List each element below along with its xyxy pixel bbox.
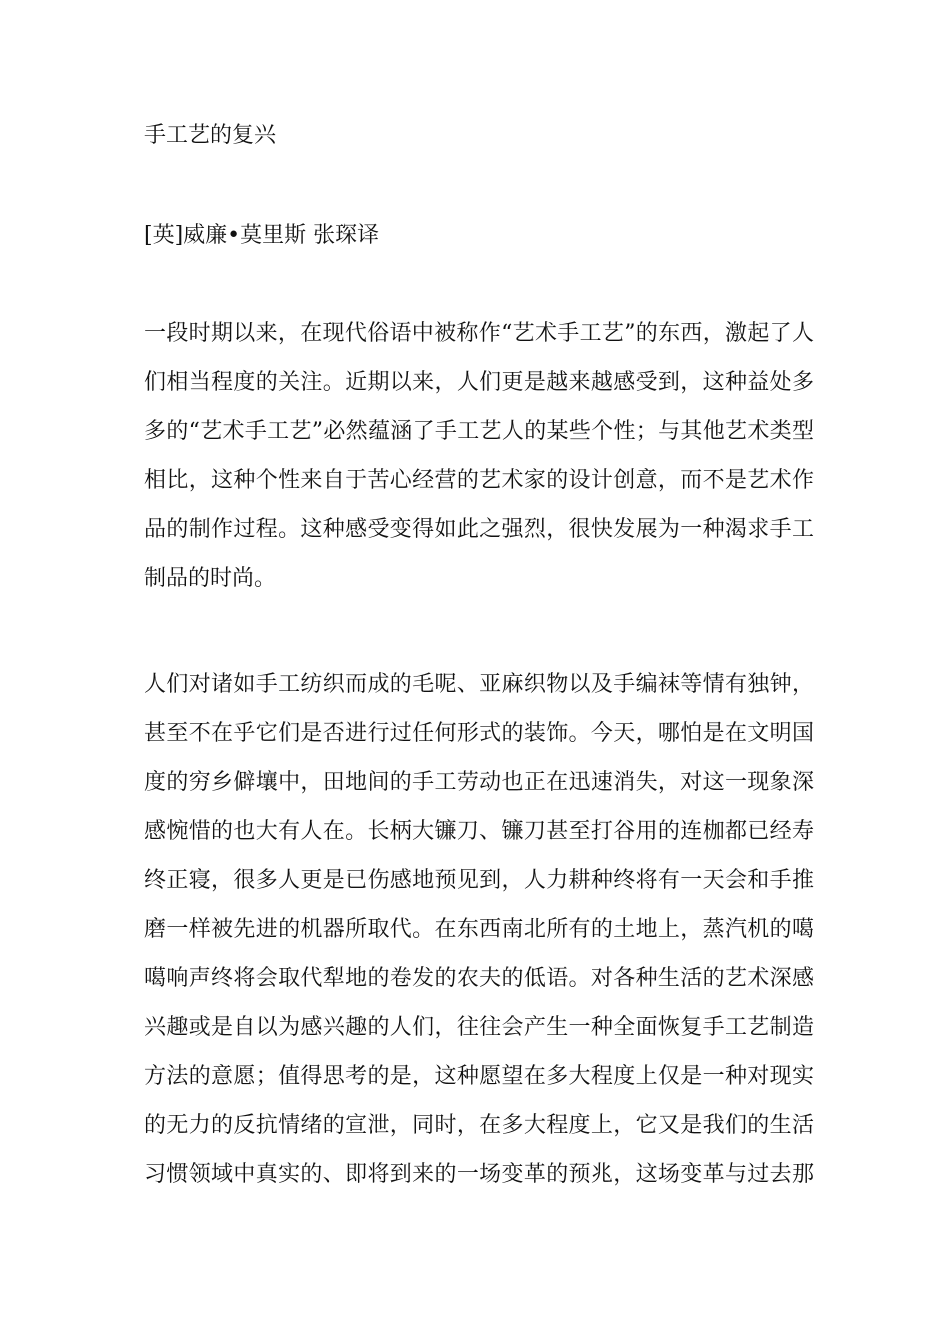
paragraph-1 [144,316,814,610]
paragraph-line: 一段时期以来，在现代俗语中被称作“艺术手工艺”的东西，激起了人 [144,321,814,346]
paragraph-line: 方法的意愿；值得思考的是，这种愿望在多大程度上仅是一种对现实 [144,1064,814,1089]
paragraph-line: 的无力的反抗情绪的宣泄，同时，在多大程度上，它又是我们的生活 [144,1113,814,1138]
paragraph-line: 习惯领域中真实的、即将到来的一场变革的预兆，这场变革与过去那 [144,1162,814,1187]
paragraph-line: 感惋惜的也大有人在。长柄大镰刀、镰刀甚至打谷用的连枷都已经寿 [144,819,814,844]
document-title: 手工艺的复兴 [144,123,277,148]
paragraph-line: 磨一样被先进的机器所取代。在东西南北所有的土地上，蒸汽机的噶 [144,917,814,942]
paragraph-line: 们相当程度的关注。近期以来，人们更是越来越感受到，这种益处多 [144,370,814,395]
paragraph-line: 制品的时尚。 [144,566,277,591]
paragraph-line: 兴趣或是自以为感兴趣的人们，往往会产生一种全面恢复手工艺制造 [144,1015,814,1040]
paragraph-line: 甚至不在乎它们是否进行过任何形式的装饰。今天，哪怕是在文明国 [144,721,814,746]
paragraph-line: 度的穷乡僻壤中，田地间的手工劳动也正在迅速消失，对这一现象深 [144,770,814,795]
paragraph-line: 人们对诸如手工纺织而成的毛呢、亚麻织物以及手编袜等情有独钟， [144,672,814,697]
author-line: [英]威廉•莫里斯 张琛译 [144,223,380,248]
paragraph-line: 相比，这种个性来自于苦心经营的艺术家的设计创意，而不是艺术作 [144,468,814,493]
paragraph-line: 终正寝，很多人更是已伤感地预见到，人力耕种终将有一天会和手推 [144,868,814,893]
paragraph-line: 噶响声终将会取代犁地的卷发的农夫的低语。对各种生活的艺术深感 [144,966,814,991]
paragraph-line: 品的制作过程。这种感受变得如此之强烈，很快发展为一种渴求手工 [144,517,814,542]
paragraph-line: 多的“艺术手工艺”必然蕴涵了手工艺人的某些个性；与其他艺术类型 [144,419,814,444]
paragraph-2 [144,667,814,1206]
